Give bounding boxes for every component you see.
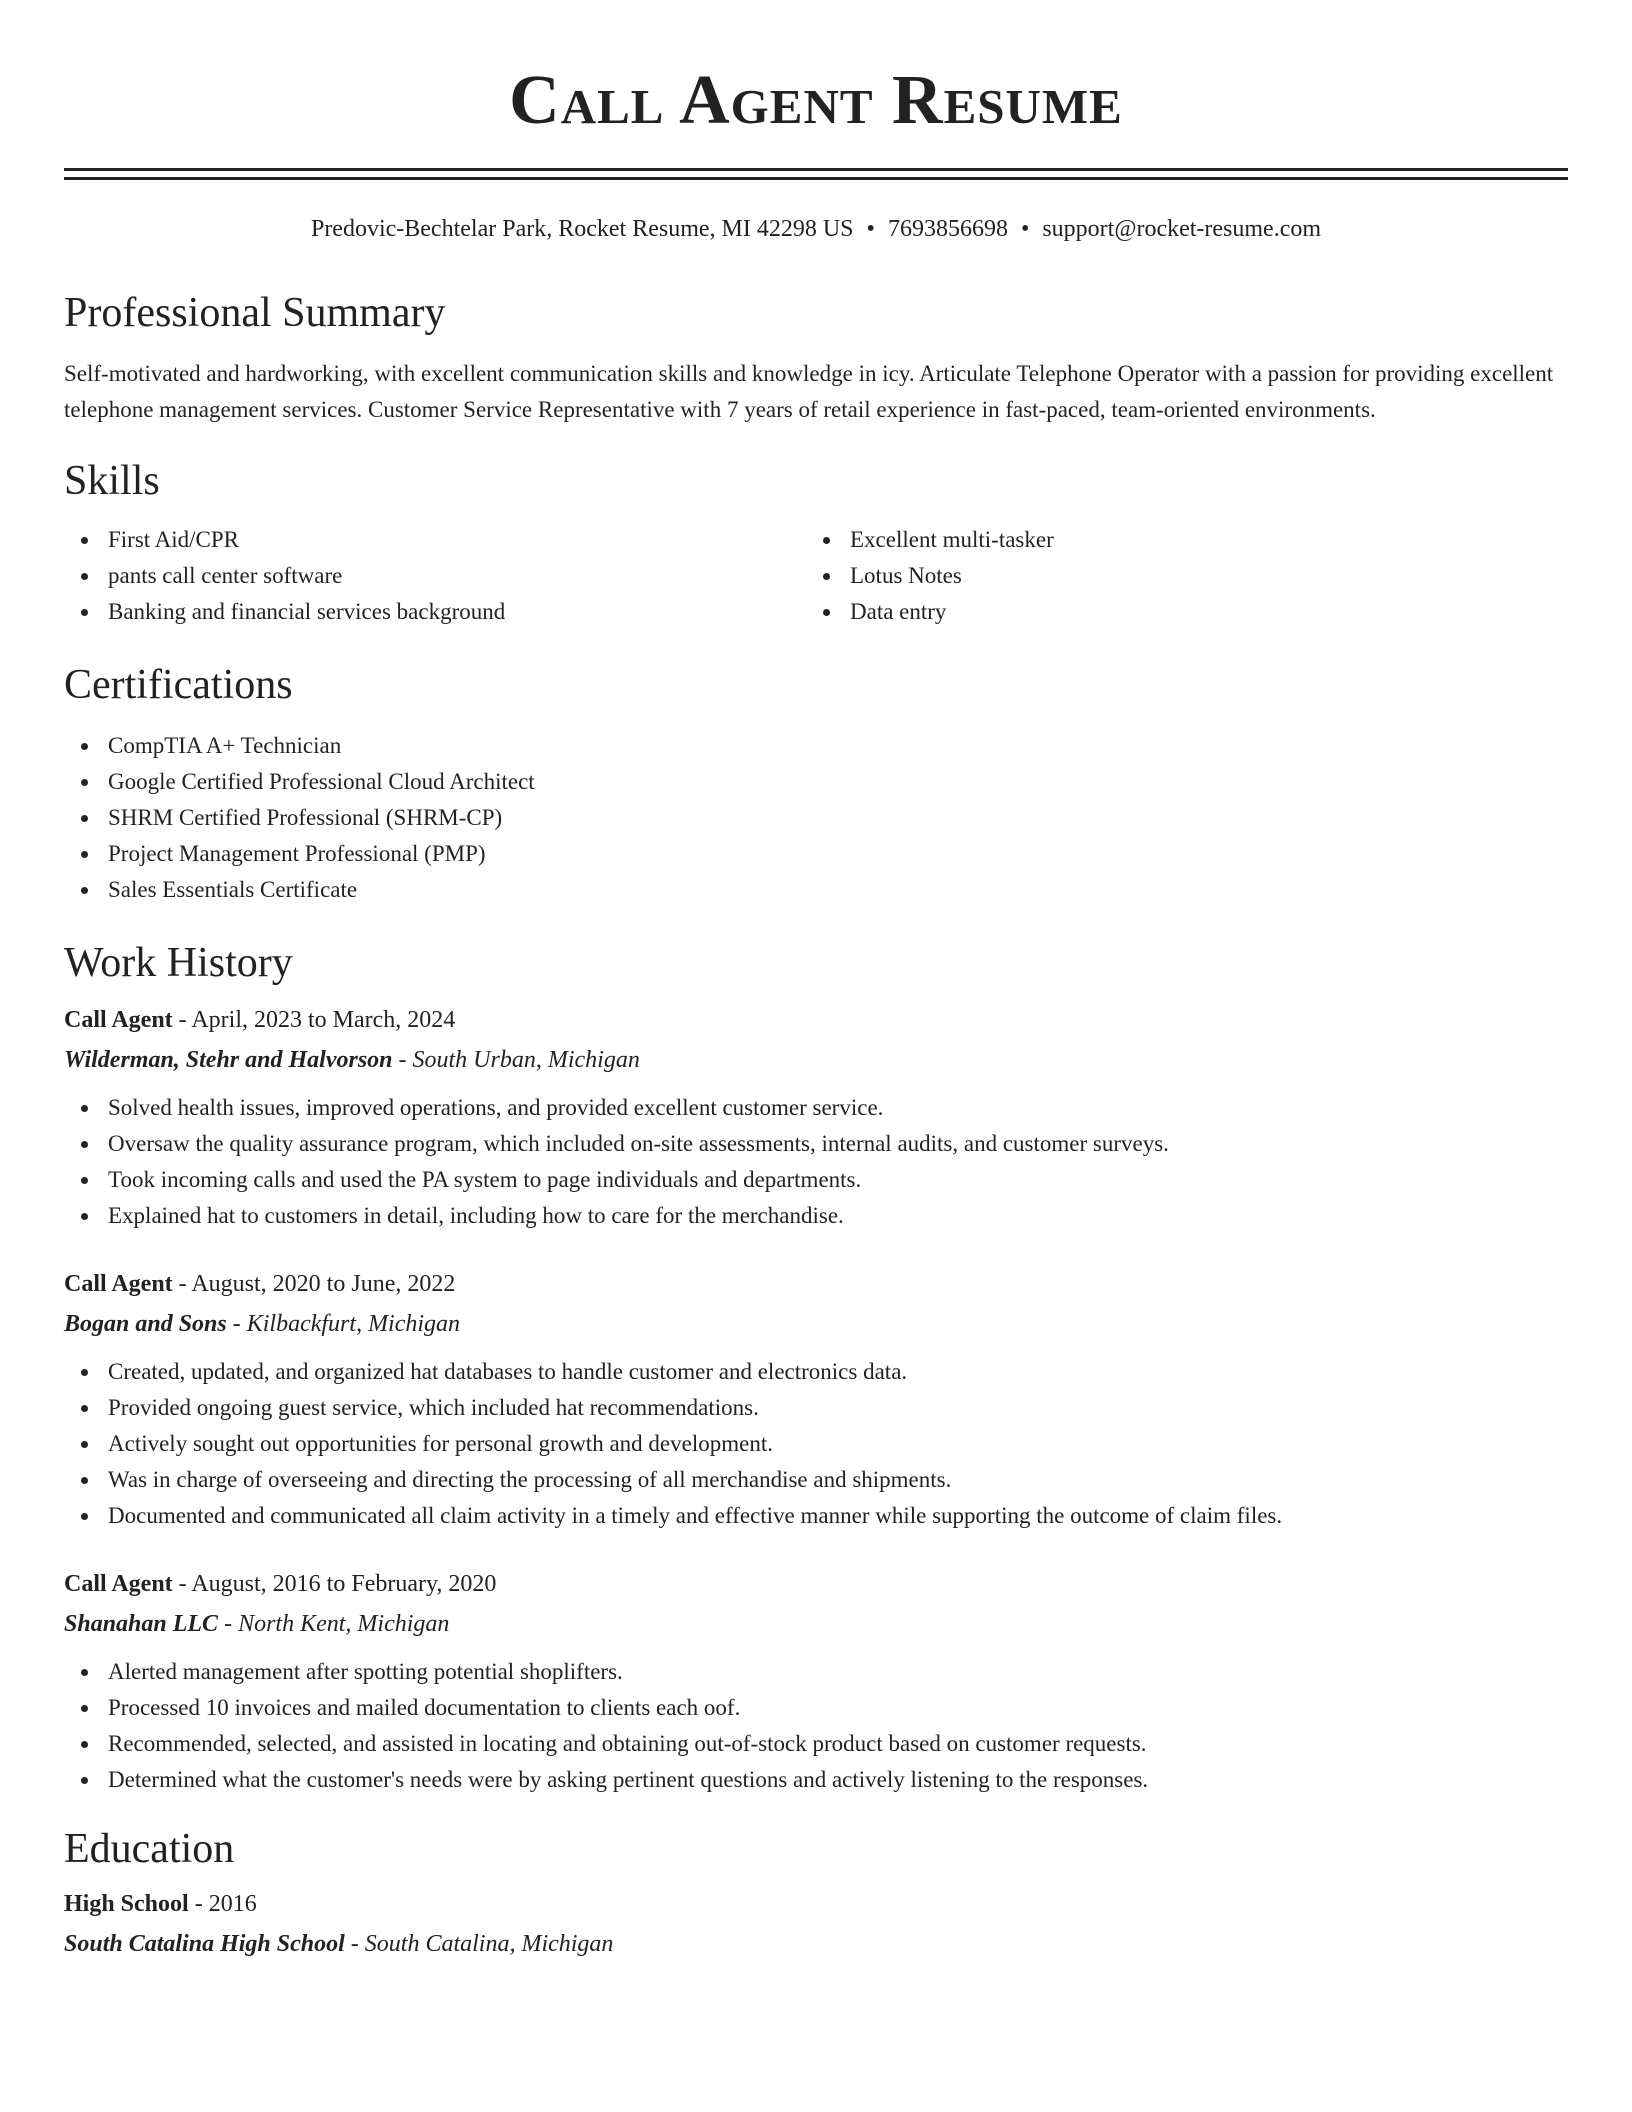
list-item: Alerted management after spotting potential shoplifters. [64,1654,1568,1690]
list-item: Was in charge of overseeing and directing the processing of all merchandise and shipments. [64,1462,1568,1498]
list-item: Actively sought out opportunities for personal growth and development. [64,1426,1568,1462]
job-dates: - August, 2016 to February, 2020 [172,1571,497,1597]
job-company-line [64,1304,1568,1344]
job-header [64,1000,1568,1040]
job-entry [64,1264,1568,1534]
job-dates: - April, 2023 to March, 2024 [172,1007,456,1033]
job-location: - South Urban, Michigan [392,1047,640,1073]
job-dates: - August, 2020 to June, 2022 [172,1271,456,1297]
list-item: Took incoming calls and used the PA system to page individuals and departments. [64,1162,1568,1198]
page-title: Call Agent Resume [509,62,1123,139]
education-school-line [64,1924,1568,1964]
summary-text: Self-motivated and hardworking, with excellent communication skills and knowledge in icy. Articulate Telephone Operator with a passion for providing excellent telephone management services. Customer Service Representative with 7 years of retail experience in fast-paced, team-oriented environments. [64,361,1554,422]
contact-address: Predovic-Bechtelar Park, Rocket Resume, MI 42298 US [310,216,854,242]
section-heading-certifications: Certifications [64,662,293,708]
skills-column-left [64,522,806,630]
contact-separator: • [866,216,875,242]
job-title: Call Agent [64,1571,173,1597]
section-heading-skills: Skills [64,458,160,504]
list-item: Created, updated, and organized hat databases to handle customer and electronics data. [64,1354,1568,1390]
list-item: SHRM Certified Professional (SHRM-CP) [64,800,1568,836]
list-item: Sales Essentials Certificate [64,872,1568,908]
list-item: Banking and financial services background [64,594,806,630]
job-entry [64,1000,1568,1234]
list-item: Documented and communicated all claim activity in a timely and effective manner while supporting the outcome of claim files. [64,1498,1568,1534]
job-company-line [64,1604,1568,1644]
skills-column-right [806,522,1548,630]
education-location: - South Catalina, Michigan [344,1931,614,1957]
education-header [64,1884,1568,1924]
job-header [64,1264,1568,1304]
list-item: Google Certified Professional Cloud Architect [64,764,1568,800]
job-company: Wilderman, Stehr and Halvorson [64,1047,393,1073]
contact-phone: 7693856698 [887,216,1008,242]
job-header [64,1564,1568,1604]
education-year: - 2016 [188,1891,257,1917]
list-item: Lotus Notes [806,558,1548,594]
job-bullets [64,1654,1568,1798]
job-bullets [64,1354,1568,1534]
skills-list [64,522,1568,630]
resume-page [64,0,1568,1964]
section-heading-education: Education [64,1826,235,1872]
list-item: pants call center software [64,558,806,594]
list-item: Solved health issues, improved operations, and provided excellent customer service. [64,1090,1568,1126]
contact-email: support@rocket-resume.com [1042,216,1322,242]
certifications-list [64,728,1568,908]
job-company: Shanahan LLC [64,1611,219,1637]
education-degree: High School [64,1891,189,1917]
job-bullets [64,1090,1568,1234]
job-location: - Kilbackfurt, Michigan [226,1311,461,1337]
education-entry [64,1884,1568,1964]
list-item: Oversaw the quality assurance program, which included on-site assessments, internal audits, and customer surveys. [64,1126,1568,1162]
list-item: Processed 10 invoices and mailed documentation to clients each oof. [64,1690,1568,1726]
section-heading-work-history: Work History [64,940,293,986]
section-heading-summary: Professional Summary [64,290,446,336]
list-item: Determined what the customer's needs were by asking pertinent questions and actively listening to the responses. [64,1762,1568,1798]
job-title: Call Agent [64,1007,173,1033]
contact-separator: • [1020,216,1030,242]
list-item: Provided ongoing guest service, which included hat recommendations. [64,1390,1568,1426]
title-divider-bottom [64,177,1568,180]
list-item: Data entry [806,594,1548,630]
list-item: Excellent multi-tasker [806,522,1548,558]
list-item: Project Management Professional (PMP) [64,836,1568,872]
job-title: Call Agent [64,1271,173,1297]
list-item: Recommended, selected, and assisted in locating and obtaining out-of-stock product based on customer requests. [64,1726,1568,1762]
job-entry [64,1564,1568,1798]
list-item: CompTIA A+ Technician [64,728,1568,764]
list-item: First Aid/CPR [64,522,806,558]
job-company-line [64,1040,1568,1080]
list-item: Explained hat to customers in detail, including how to care for the merchandise. [64,1198,1568,1234]
job-company: Bogan and Sons [64,1311,227,1337]
job-location: - North Kent, Michigan [218,1611,450,1637]
education-school: South Catalina High School [64,1931,345,1957]
contact-line [64,214,1568,244]
